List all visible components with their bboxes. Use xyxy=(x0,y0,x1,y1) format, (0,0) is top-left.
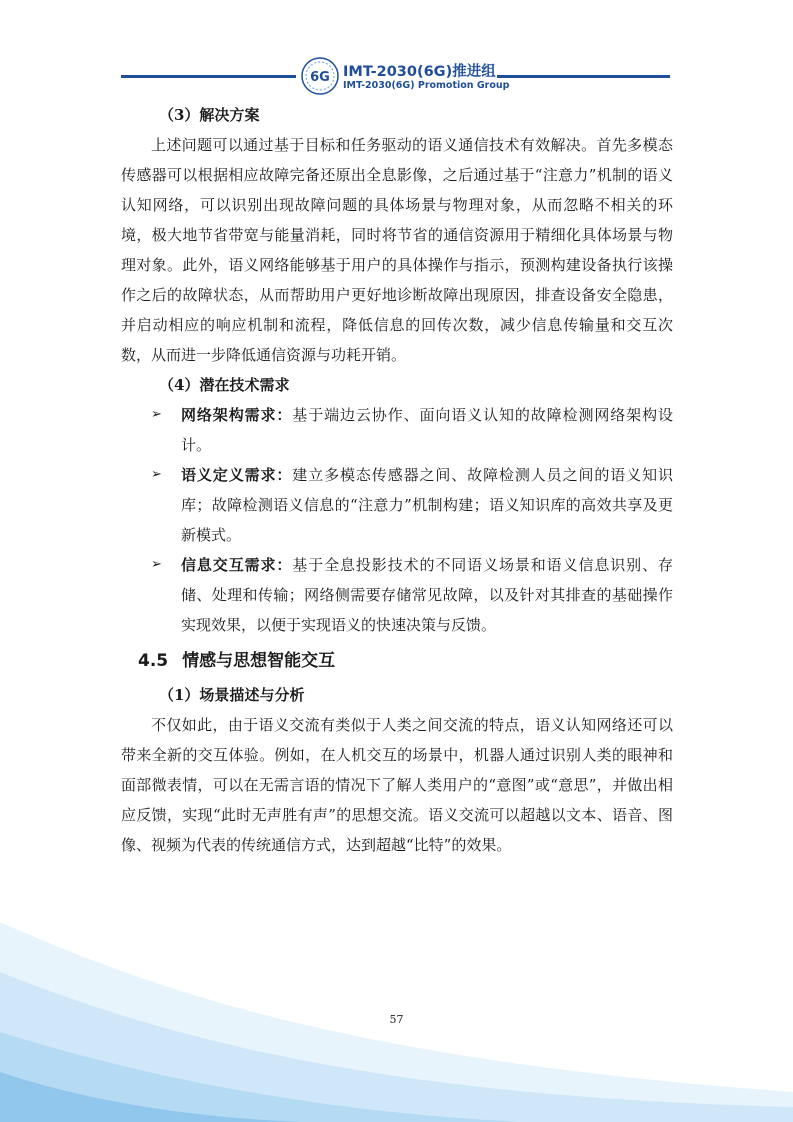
requirement-term: 网络架构需求： xyxy=(181,406,293,424)
requirement-term: 语义定义需求： xyxy=(181,466,293,484)
page-body xyxy=(121,100,673,860)
logo-text: 6G xyxy=(310,70,330,85)
scenario-paragraph: 不仅如此，由于语义交流有类似于人类之间交流的特点，语义认知网络还可以带来全新的交互体验。例如，在人机交互的场景中，机器人通过识别人类的眼神和面部微表情，可以在无需言语的情况下了解人类用户的“意图”或“意思”，并做出相应反馈，实现“此时无声胜有声”的思想交流。语义交流可以超越以文本、语音、图像、视频为代表的传统通信方式，达到超越“比特”的效果。 xyxy=(121,716,673,854)
solution-heading: （3）解决方案 xyxy=(159,106,260,124)
requirement-item xyxy=(121,400,673,460)
arrow-bullet-icon: ➢ xyxy=(151,407,162,422)
section-heading xyxy=(138,644,673,678)
requirement-term: 信息交互需求： xyxy=(181,556,293,574)
requirements-heading: （4）潜在技术需求 xyxy=(159,376,290,394)
requirement-item xyxy=(121,550,673,640)
imt-2030-logo-icon xyxy=(300,56,340,96)
header-rule-right xyxy=(497,75,670,78)
solution-paragraph: 上述问题可以通过基于目标和任务驱动的语义通信技术有效解决。首先多模态传感器可以根据相应故障完备还原出全息影像，之后通过基于“注意力”机制的语义认知网络，可以识别出现故障问题的具体场景与物理对象，从而忽略不相关的环境，极大地节省带宽与能量消耗，同时将节省的通信资源用于精细化具体场景与物理对象。此外，语义网络能够基于用户的具体操作与指示，预测构建设备执行该操作之后的故障状态，从而帮助用户更好地诊断故障出现原因，排查设备安全隐患，并启动相应的响应机制和流程，降低信息的回传次数，减少信息传输量和交互次数，从而进一步降低通信资源与功耗开销。 xyxy=(121,136,673,364)
requirement-item xyxy=(121,460,673,550)
header-title: IMT-2030(6G)推进组 xyxy=(343,64,496,80)
section-number: 4.5 xyxy=(138,651,169,671)
arrow-bullet-icon: ➢ xyxy=(151,557,162,572)
requirement-text: 建立多模态传感器之间、故障检测人员之间的语义知识库；故障检测语义信息的“注意力”机制构建；语义知识库的高效共享及更新模式。 xyxy=(181,466,673,544)
requirement-text: 基于全息投影技术的不同语义场景和语义信息识别、存储、处理和传输；网络侧需要存储常见故障，以及针对其排查的基础操作实现效果，以便于实现语义的快速决策与反馈。 xyxy=(181,556,673,634)
header-subtitle: IMT-2030(6G) Promotion Group xyxy=(343,80,510,91)
decorative-wave xyxy=(0,862,793,1122)
header-rule-left xyxy=(121,75,296,78)
section-title: 情感与思想智能交互 xyxy=(182,651,336,671)
page-number: 57 xyxy=(389,1013,404,1026)
arrow-bullet-icon: ➢ xyxy=(151,467,162,482)
requirement-text: 基于端边云协作、面向语义认知的故障检测网络架构设计。 xyxy=(181,406,673,454)
scenario-heading: （1）场景描述与分析 xyxy=(159,686,305,704)
